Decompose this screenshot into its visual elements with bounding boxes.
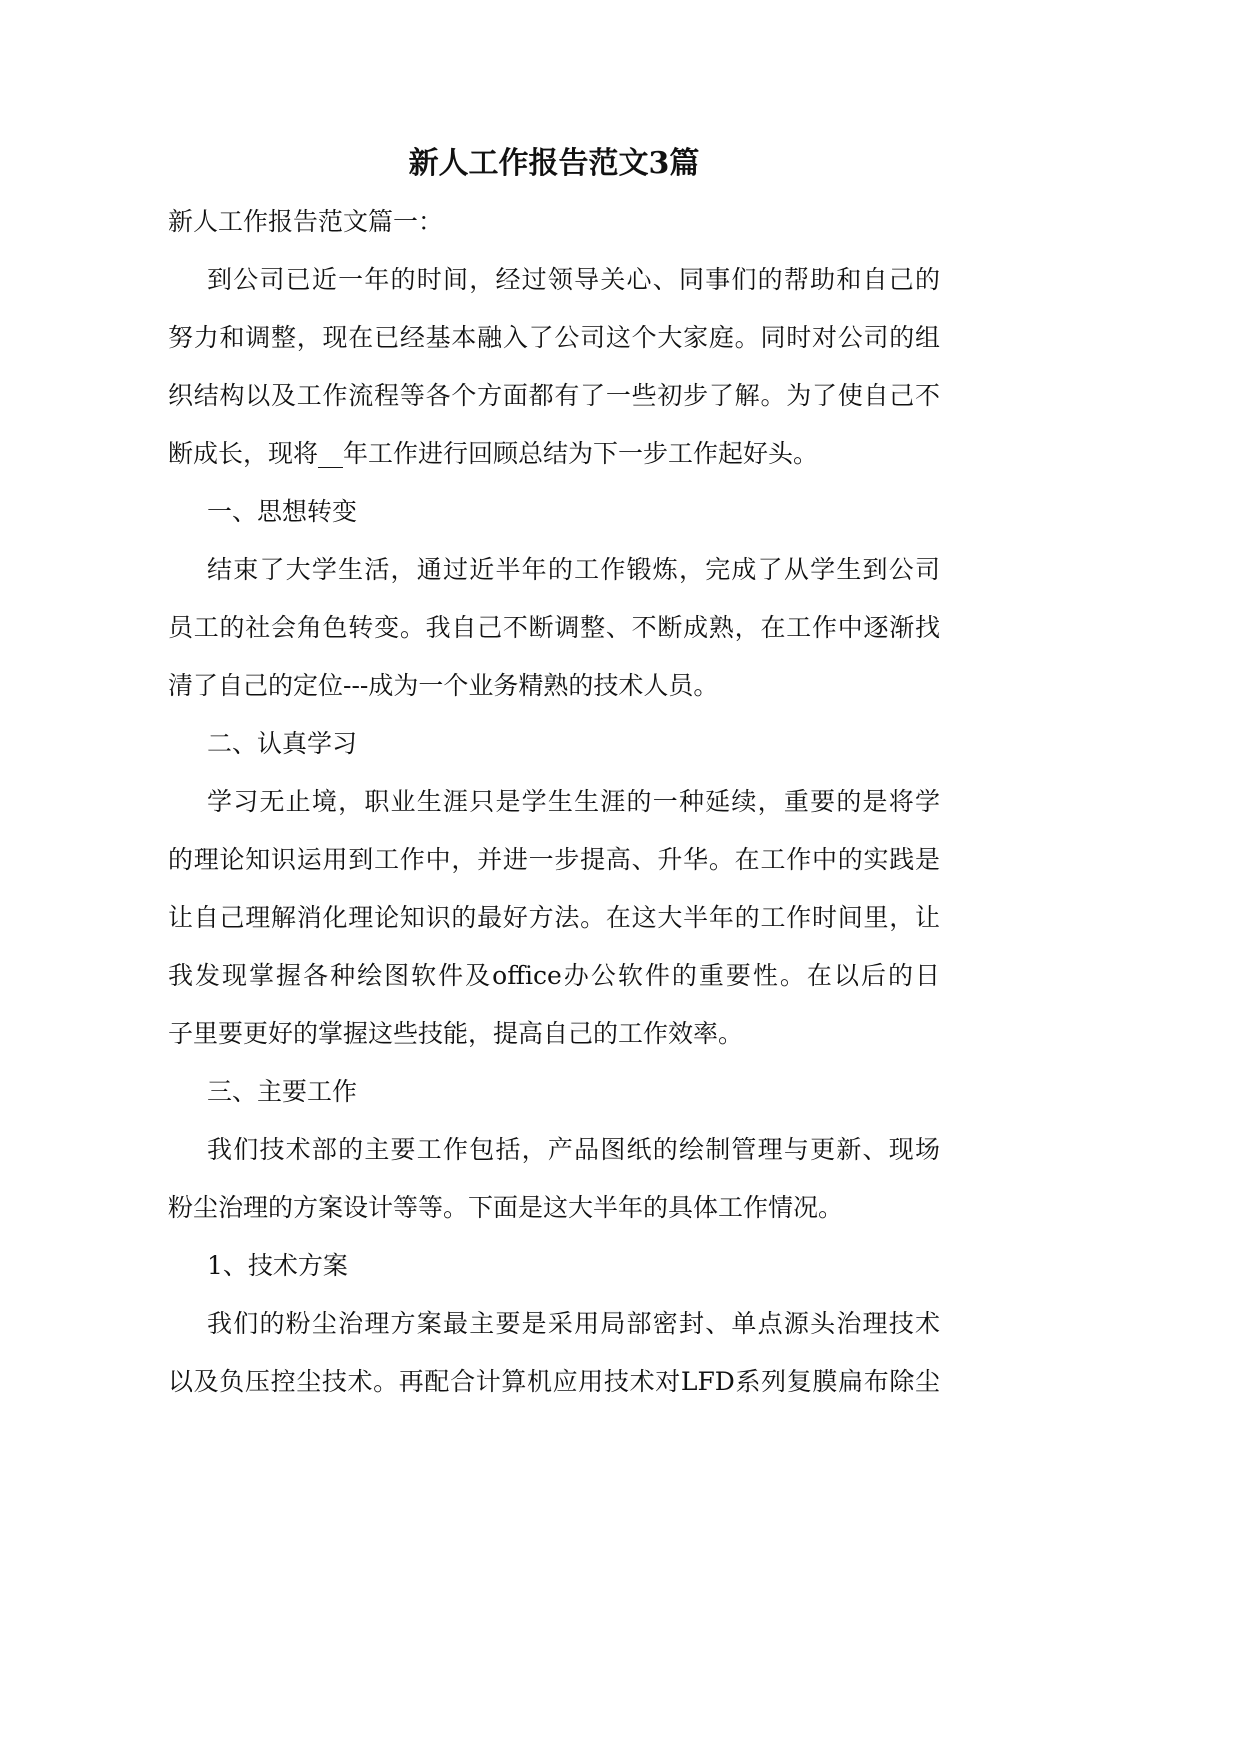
text-line: 我们的粉尘治理方案最主要是采用局部密封、单点源头治理技术 — [207, 1309, 940, 1338]
text-line: 让自己理解消化理论知识的最好方法。在这大半年的工作时间里，让 — [168, 903, 940, 932]
text-line: 结束了大学生活，通过近半年的工作锻炼，完成了从学生到公司 — [207, 555, 940, 584]
section-heading: 二、认真学习 — [207, 729, 358, 758]
document-body — [168, 134, 940, 1411]
text-line: 清了自己的定位---成为一个业务精熟的技术人员。 — [168, 671, 719, 700]
text-line: 粉尘治理的方案设计等等。下面是这大半年的具体工作情况。 — [168, 1193, 844, 1222]
text-line: 子里要更好的掌握这些技能，提高自己的工作效率。 — [168, 1019, 744, 1048]
part-label: 新人工作报告范文篇一： — [168, 207, 444, 236]
text-line: 员工的社会角色转变。我自己不断调整、不断成熟，在工作中逐渐找 — [168, 613, 940, 642]
section-heading: 1、技术方案 — [207, 1251, 348, 1280]
text-line: 断成长，现将__年工作进行回顾总结为下一步工作起好头。 — [168, 439, 819, 468]
section-heading: 一、思想转变 — [207, 497, 358, 526]
text-line: 的理论知识运用到工作中，并进一步提高、升华。在工作中的实践是 — [168, 845, 940, 874]
document-title: 新人工作报告范文3篇 — [408, 146, 700, 181]
text-line: 织结构以及工作流程等各个方面都有了一些初步了解。为了使自己不 — [168, 381, 940, 410]
section-heading: 三、主要工作 — [207, 1077, 358, 1106]
text-line: 以及负压控尘技术。再配合计算机应用技术对LFD系列复膜扁布除尘 — [168, 1367, 940, 1396]
text-line: 到公司已近一年的时间，经过领导关心、同事们的帮助和自己的 — [207, 265, 940, 294]
text-line: 努力和调整，现在已经基本融入了公司这个大家庭。同时对公司的组 — [168, 323, 940, 352]
text-line: 学习无止境，职业生涯只是学生生涯的一种延续，重要的是将学 — [207, 787, 940, 816]
text-line: 我们技术部的主要工作包括，产品图纸的绘制管理与更新、现场 — [207, 1135, 940, 1164]
text-line: 我发现掌握各种绘图软件及office办公软件的重要性。在以后的日 — [168, 961, 940, 990]
